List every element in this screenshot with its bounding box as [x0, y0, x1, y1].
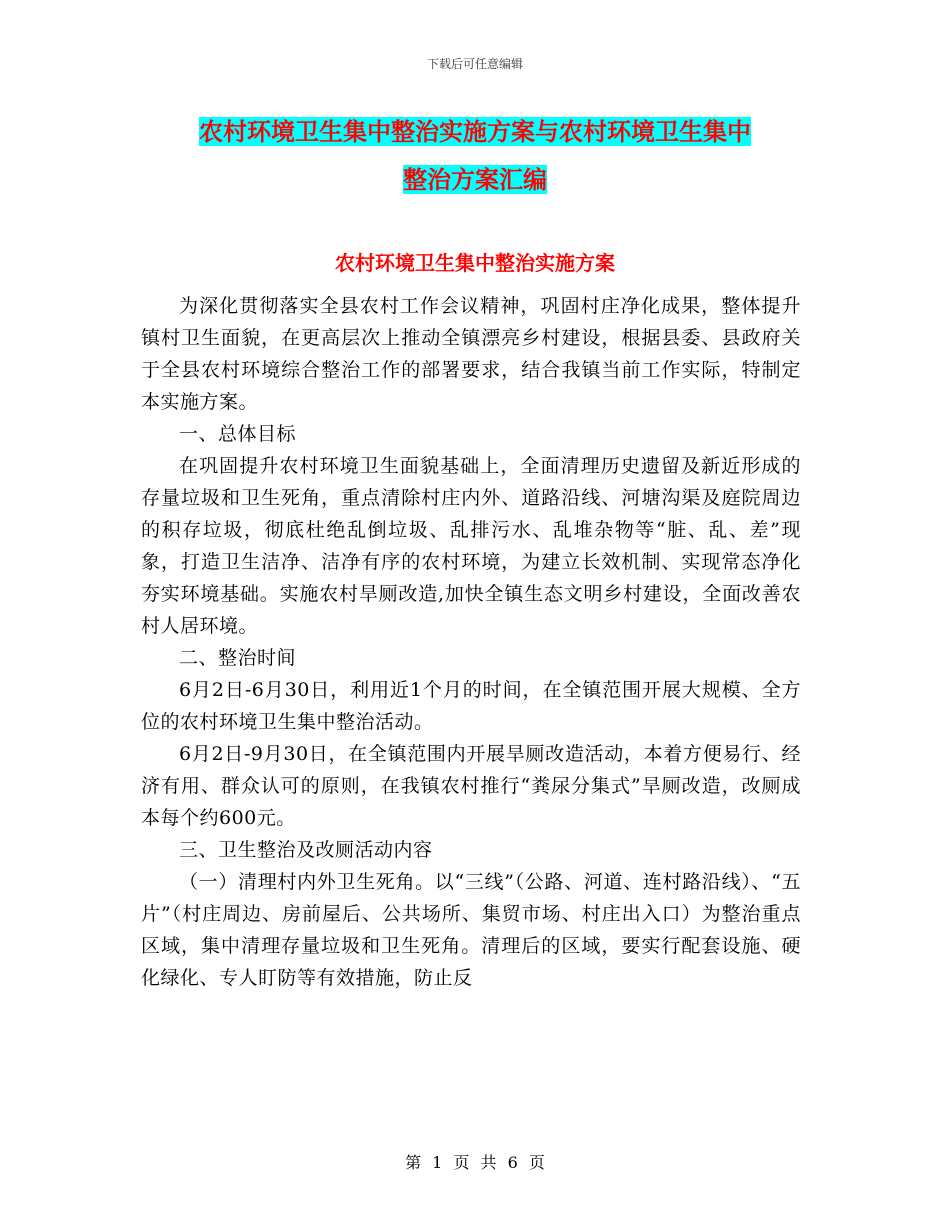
main-title-line-2: 整治方案汇编 — [403, 165, 547, 194]
section-title: 农村环境卫生集中整治实施方案 — [335, 251, 615, 275]
heading-content: 三、卫生整治及改厕活动内容 — [179, 839, 433, 861]
paragraph-content-1: （一）清理村内外卫生死角。以“三线”（公路、河道、连村路沿线）、“五片”（村庄周边、房前屋后、公共场所、集贸市场、村庄出入口）为整治重点区域，集中清理存量垃圾和卫生死角。清理后的区域，要实行配套设施、硬化绿化、专人盯防等有效措施，防止反 — [141, 871, 801, 989]
main-title — [140, 108, 810, 204]
paragraph-overall-goal: 在巩固提升农村环境卫生面貌基础上，全面清理历史遗留及新近形成的存量垃圾和卫生死角，重点清除村庄内外、道路沿线、河塘沟渠及庭院周边的积存垃圾，彻底杜绝乱倒垃圾、乱排污水、乱堆杂物等“脏、乱、差”现象，打造卫生洁净、洁净有序的农村环境，为建立长效机制、实现常态净化夯实环境基础。实施农村旱厕改造,加快全镇生态文明乡村建设，全面改善农村人居环境。 — [141, 455, 801, 637]
page-number-footer: 第 1 页 共 6 页 — [405, 1153, 545, 1172]
main-title-line-1: 农村环境卫生集中整治实施方案与农村环境卫生集中 — [199, 117, 751, 146]
paragraph-intro: 为深化贯彻落实全县农村工作会议精神，巩固村庄净化成果，整体提升镇村卫生面貌，在更高层次上推动全镇漂亮乡村建设，根据县委、县政府关于全县农村环境综合整治工作的部署要求，结合我镇当前工作实际，特制定本实施方案。 — [141, 295, 801, 413]
paragraph-schedule-2: 6月2日-9月30日，在全镇范围内开展旱厕改造活动，本着方便易行、经济有用、群众认可的原则，在我镇农村推行“粪尿分集式”旱厕改造，改厕成本每个约600元。 — [141, 743, 801, 829]
heading-schedule: 二、整治时间 — [179, 647, 297, 669]
header-note: 下载后可任意编辑 — [426, 57, 523, 71]
body-text — [141, 290, 801, 994]
heading-overall-goal: 一、总体目标 — [179, 423, 297, 445]
paragraph-schedule-1: 6月2日-6月30日，利用近1个月的时间，在全镇范围开展大规模、全方位的农村环境卫生集中整治活动。 — [141, 679, 801, 733]
